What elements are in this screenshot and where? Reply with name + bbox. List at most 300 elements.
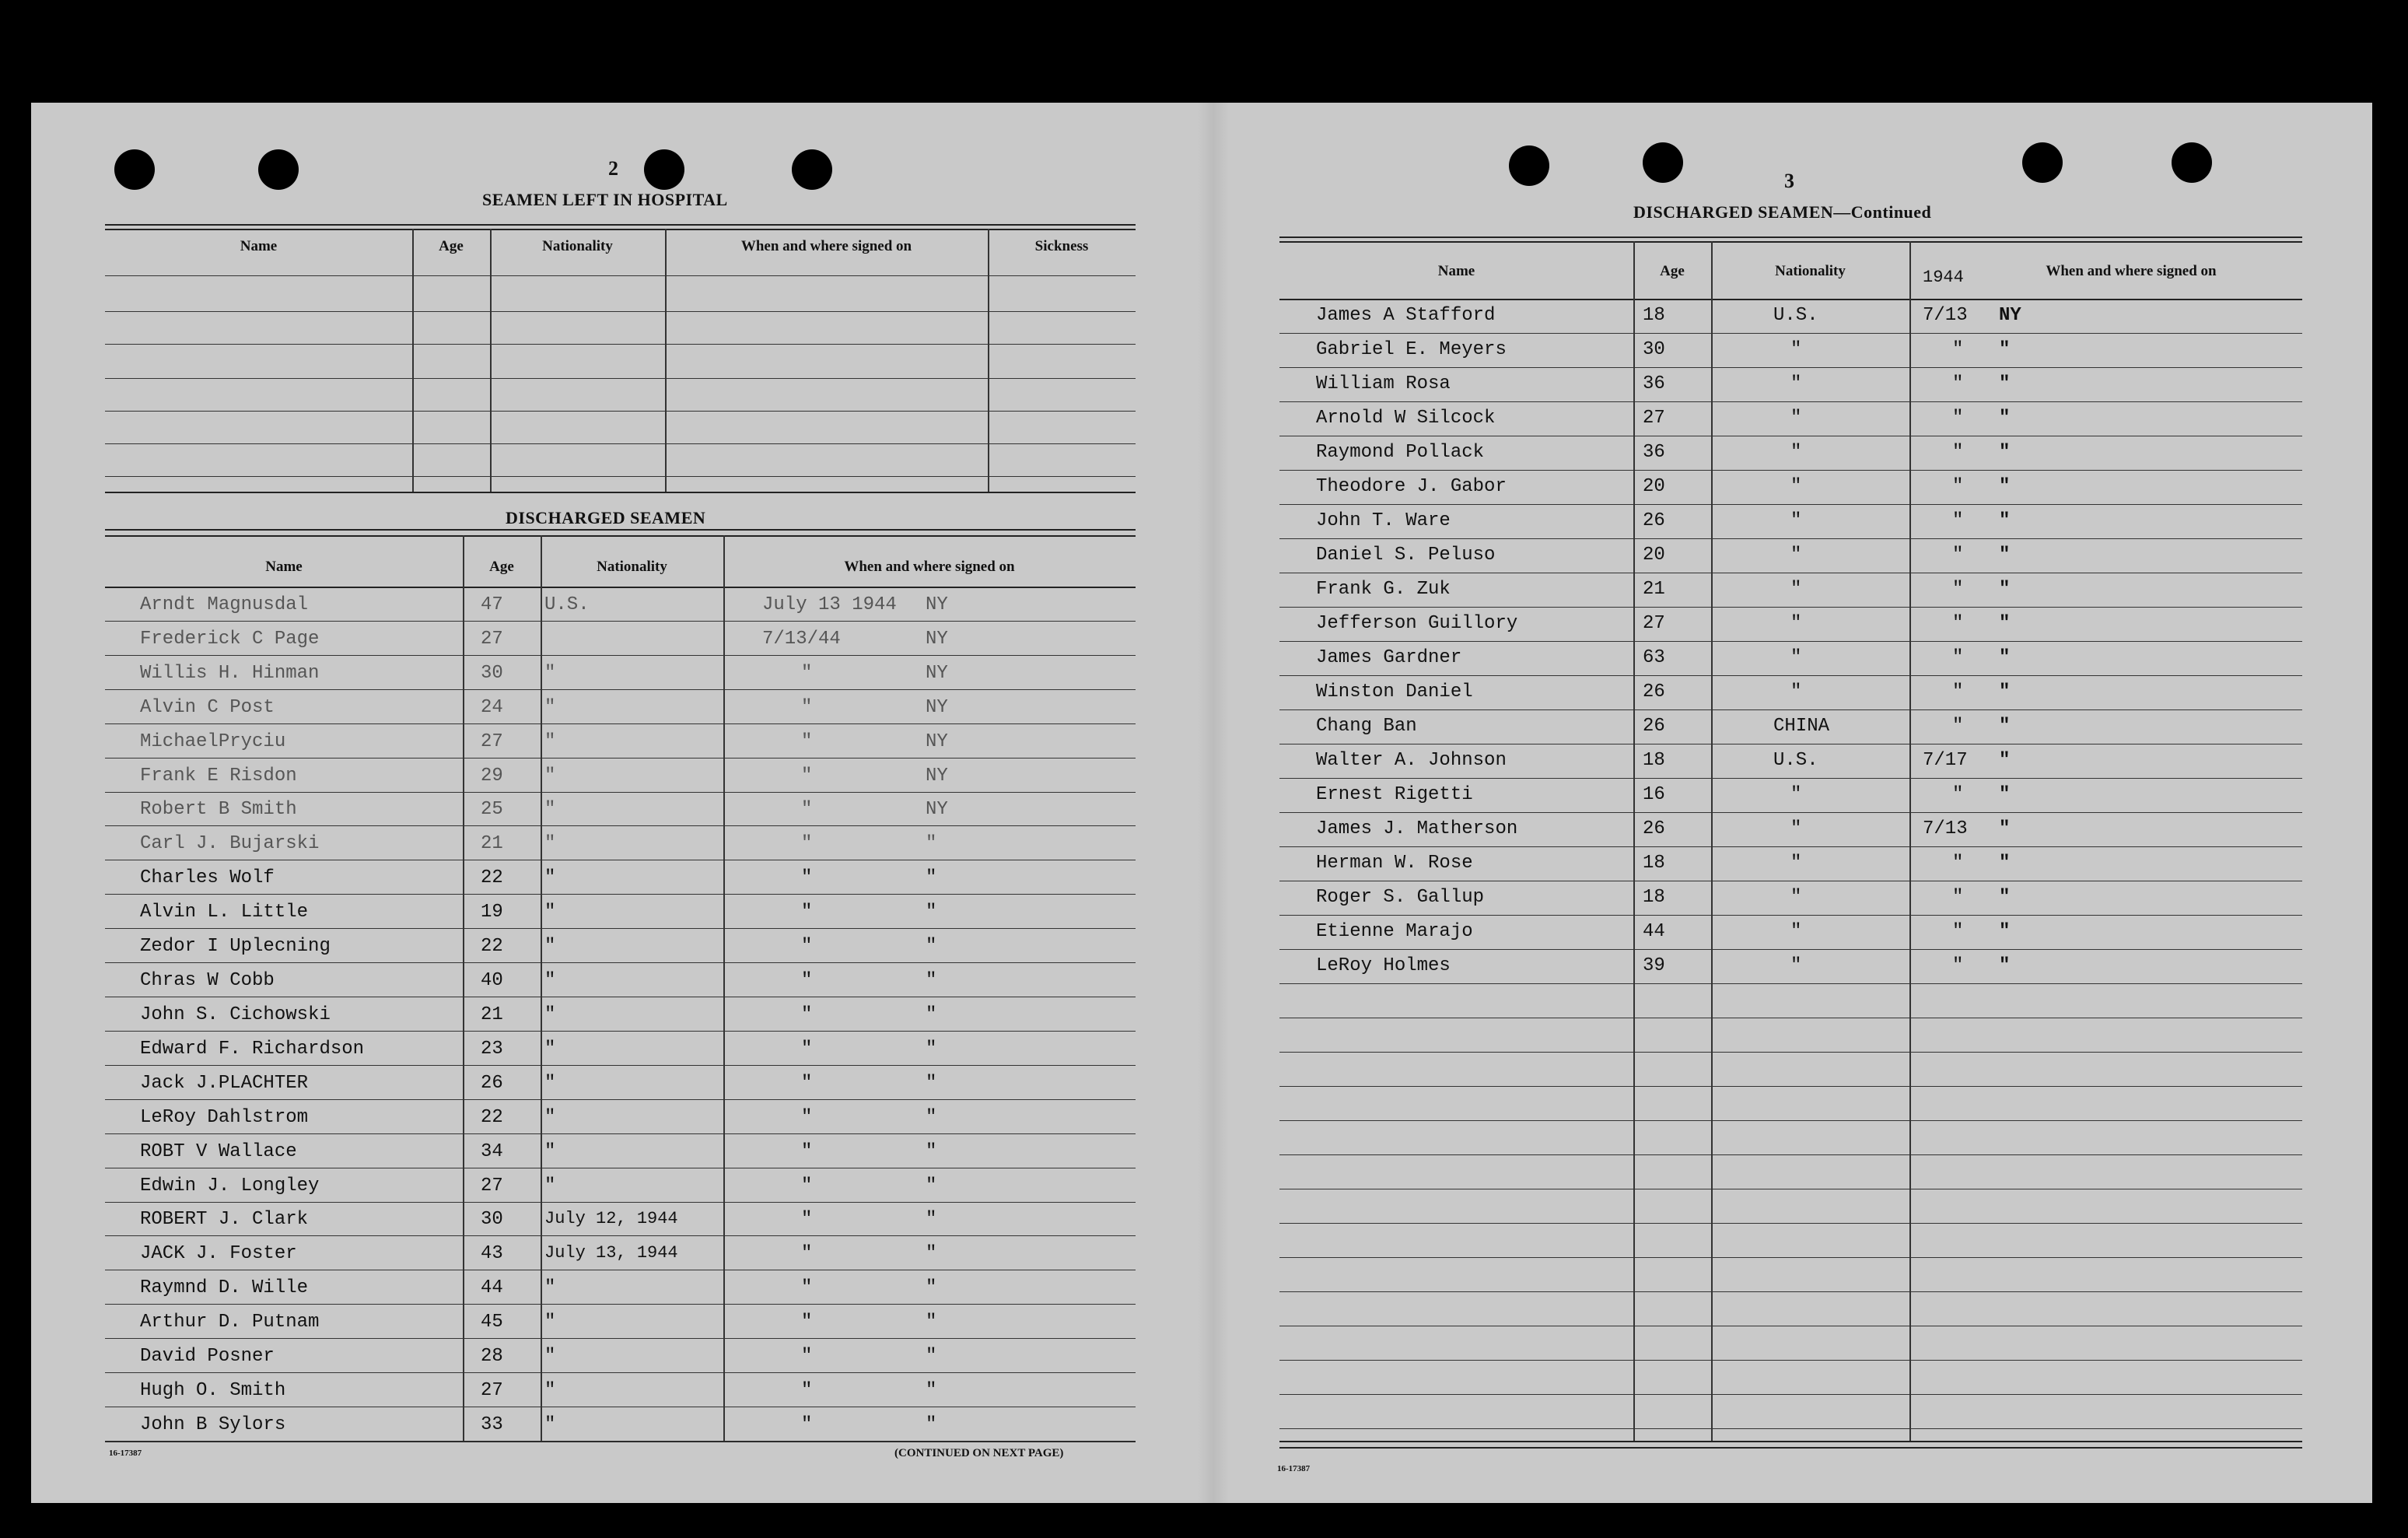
row-rule [1279, 778, 2302, 779]
crew-nationality: " [544, 1414, 556, 1435]
crew-nationality: " [544, 902, 556, 923]
crew-name: Robert B Smith [140, 799, 297, 821]
row-rule [1279, 675, 2302, 676]
crew-name: LeRoy Holmes [1316, 955, 1451, 976]
crew-name: Arthur D. Putnam [140, 1312, 320, 1333]
crew-nationality: " [1790, 647, 1802, 668]
crew-nationality: " [544, 833, 556, 855]
crew-name: Willis H. Hinman [140, 662, 320, 684]
punch-hole [258, 149, 299, 190]
crew-name: Edward F. Richardson [140, 1038, 365, 1060]
crew-nationality: " [544, 1038, 556, 1060]
column-header: Nationality [1775, 263, 1846, 279]
year-note: 1944 [1923, 268, 1964, 287]
crew-name: Arndt Magnusdal [140, 594, 309, 615]
row-rule [105, 621, 1136, 622]
column-header: Nationality [597, 559, 667, 575]
crew-name: Raymnd D. Wille [140, 1277, 309, 1299]
signed-on-date: " [801, 1346, 813, 1368]
crew-age: 24 [481, 696, 503, 718]
signed-on-date: " [1952, 647, 1964, 668]
crew-nationality: " [1790, 853, 1802, 874]
crew-name: Frank G. Zuk [1316, 579, 1451, 600]
crew-nationality: U.S. [1773, 750, 1818, 771]
crew-name: Carl J. Bujarski [140, 833, 320, 855]
crew-nationality: CHINA [1773, 716, 1830, 737]
row-rule [105, 443, 1136, 444]
row-rule [105, 1099, 1136, 1100]
crew-age: 23 [481, 1038, 503, 1060]
signed-on-place: " [926, 1038, 937, 1060]
signed-on-date: " [801, 1038, 813, 1060]
row-rule [105, 311, 1136, 312]
signed-on-date: " [1952, 853, 1964, 874]
table-rule [1279, 1447, 2302, 1449]
signed-on-place: " [1999, 647, 2011, 668]
signed-on-place: NY [926, 799, 948, 821]
signed-on-date: " [1952, 681, 1964, 702]
crew-age: 28 [481, 1346, 503, 1368]
signed-on-place: " [926, 1004, 937, 1025]
signed-on-date: " [801, 1106, 813, 1128]
row-rule [105, 723, 1136, 724]
crew-nationality: U.S. [1773, 305, 1818, 326]
table-rule [1279, 241, 2302, 243]
row-rule [1279, 333, 2302, 334]
signed-on-date: 7/13 [1923, 818, 1968, 839]
signed-on-place: NY [926, 765, 948, 787]
signed-on-date: " [801, 730, 813, 752]
crew-name: Frederick C Page [140, 628, 320, 650]
crew-nationality: " [1790, 921, 1802, 942]
crew-age: 26 [1643, 681, 1665, 702]
crew-age: 18 [1643, 750, 1665, 771]
signed-on-place: " [1999, 887, 2011, 908]
column-header: Name [265, 559, 303, 575]
crew-nationality: July 13, 1944 [544, 1243, 678, 1263]
signed-on-date: 7/17 [1923, 750, 1968, 771]
crew-age: 40 [481, 970, 503, 992]
row-rule [105, 1065, 1136, 1066]
crew-age: 34 [481, 1140, 503, 1162]
crew-nationality: July 12, 1944 [544, 1209, 678, 1229]
signed-on-date: " [801, 1277, 813, 1299]
crew-name: JACK J. Foster [140, 1243, 297, 1265]
signed-on-date: " [801, 970, 813, 992]
signed-on-place: " [926, 1243, 937, 1265]
crew-nationality: " [544, 1106, 556, 1128]
signed-on-date: " [801, 1004, 813, 1025]
row-rule [1279, 846, 2302, 847]
row-rule [1279, 470, 2302, 471]
crew-nationality: " [544, 662, 556, 684]
crew-nationality: " [1790, 613, 1802, 634]
crew-nationality: " [1790, 818, 1802, 839]
punch-hole [1509, 145, 1549, 186]
signed-on-place: " [926, 1072, 937, 1094]
row-rule [1279, 1291, 2302, 1292]
crew-name: John S. Cichowski [140, 1004, 331, 1025]
crew-name: Alvin C Post [140, 696, 275, 718]
signed-on-place: " [1999, 476, 2011, 497]
row-rule [105, 1133, 1136, 1134]
row-rule [1279, 1428, 2302, 1429]
row-rule [105, 655, 1136, 656]
crew-age: 36 [1643, 442, 1665, 463]
crew-nationality: " [544, 730, 556, 752]
crew-age: 44 [481, 1277, 503, 1299]
column-divider [723, 535, 725, 1441]
table-rule [1279, 1441, 2302, 1442]
crew-name: ROBT V Wallace [140, 1140, 297, 1162]
crew-nationality: " [1790, 339, 1802, 360]
signed-on-date: " [801, 1312, 813, 1333]
crew-age: 26 [1643, 818, 1665, 839]
signed-on-date: " [1952, 887, 1964, 908]
signed-on-place: " [1999, 750, 2011, 771]
crew-nationality: " [1790, 373, 1802, 394]
crew-age: 43 [481, 1243, 503, 1265]
crew-name: Gabriel E. Meyers [1316, 339, 1507, 360]
signed-on-date: July 13 1944 [762, 594, 897, 615]
form-number: 16-17387 [1277, 1464, 1311, 1473]
signed-on-date: " [801, 1414, 813, 1435]
punch-hole [644, 149, 684, 190]
row-rule [105, 476, 1136, 477]
crew-age: 26 [1643, 716, 1665, 737]
crew-age: 20 [1643, 476, 1665, 497]
column-divider [541, 535, 542, 1441]
column-header: Age [489, 559, 514, 575]
crew-nationality: " [1790, 784, 1802, 805]
row-rule [105, 1202, 1136, 1203]
signed-on-date: 7/13/44 [762, 628, 841, 650]
row-rule [1279, 1360, 2302, 1361]
crew-name: David Posner [140, 1346, 275, 1368]
punch-hole [114, 149, 155, 190]
crew-age: 18 [1643, 853, 1665, 874]
signed-on-date: " [801, 1209, 813, 1231]
crew-name: Etienne Marajo [1316, 921, 1473, 942]
crew-age: 21 [481, 1004, 503, 1025]
signed-on-place: " [1999, 613, 2011, 634]
column-divider [463, 535, 464, 1441]
crew-name: James A Stafford [1316, 305, 1496, 326]
crew-name: John B Sylors [140, 1414, 286, 1435]
row-rule [105, 1441, 1136, 1442]
crew-name: Winston Daniel [1316, 681, 1473, 702]
table-rule [1279, 299, 2302, 300]
signed-on-place: " [1999, 681, 2011, 702]
row-rule [105, 378, 1136, 379]
signed-on-place: " [926, 1414, 937, 1435]
column-header: Name [240, 238, 278, 254]
crew-name: Raymond Pollack [1316, 442, 1485, 463]
table-rule [105, 224, 1136, 226]
row-rule [1279, 641, 2302, 642]
column-divider [1711, 241, 1713, 1441]
crew-name: Chras W Cobb [140, 970, 275, 992]
crew-name: Jefferson Guillory [1316, 613, 1518, 634]
signed-on-date: " [1952, 579, 1964, 600]
crew-age: 29 [481, 765, 503, 787]
crew-age: 18 [1643, 887, 1665, 908]
crew-age: 63 [1643, 647, 1665, 668]
punch-hole [2022, 142, 2063, 183]
signed-on-date: " [1952, 545, 1964, 566]
signed-on-date: " [801, 936, 813, 958]
signed-on-place: " [926, 1140, 937, 1162]
signed-on-place: " [926, 1346, 937, 1368]
crew-nationality: " [1790, 476, 1802, 497]
crew-age: 39 [1643, 955, 1665, 976]
row-rule [105, 411, 1136, 412]
signed-on-place: NY [1999, 305, 2021, 326]
signed-on-date: " [801, 662, 813, 684]
signed-on-place: " [1999, 545, 2011, 566]
column-divider [490, 229, 492, 492]
signed-on-place: " [926, 1312, 937, 1333]
signed-on-date: " [1952, 373, 1964, 394]
row-rule [105, 689, 1136, 690]
row-rule [1279, 1086, 2302, 1087]
row-rule [1279, 401, 2302, 402]
crew-age: 21 [1643, 579, 1665, 600]
row-rule [1279, 504, 2302, 505]
row-rule [1279, 1223, 2302, 1224]
crew-nationality: " [544, 1072, 556, 1094]
crew-age: 19 [481, 902, 503, 923]
column-header: Sickness [1034, 238, 1089, 254]
row-rule [1279, 709, 2302, 710]
column-header: Nationality [542, 238, 613, 254]
signed-on-place: " [1999, 579, 2011, 600]
column-header: Name [1437, 263, 1475, 279]
crew-nationality: " [1790, 408, 1802, 429]
crew-age: 45 [481, 1312, 503, 1333]
row-rule [1279, 607, 2302, 608]
row-rule [105, 792, 1136, 793]
row-rule [105, 825, 1136, 826]
signed-on-place: " [1999, 955, 2011, 976]
crew-name: James Gardner [1316, 647, 1462, 668]
row-rule [1279, 1120, 2302, 1121]
column-header: Age [1660, 263, 1685, 279]
crew-name: Daniel S. Peluso [1316, 545, 1496, 566]
signed-on-date: " [801, 867, 813, 889]
crew-age: 27 [1643, 408, 1665, 429]
signed-on-date: " [1952, 613, 1964, 634]
crew-nationality: " [544, 867, 556, 889]
row-rule [1279, 983, 2302, 984]
signed-on-place: " [1999, 716, 2011, 737]
crew-name: John T. Ware [1316, 510, 1451, 531]
signed-on-place: " [926, 936, 937, 958]
crew-age: 36 [1643, 373, 1665, 394]
signed-on-place: " [1999, 442, 2011, 463]
signed-on-place: " [1999, 373, 2011, 394]
crew-name: Arnold W Silcock [1316, 408, 1496, 429]
crew-age: 30 [481, 662, 503, 684]
table-rule [105, 229, 1136, 230]
signed-on-place: " [1999, 818, 2011, 839]
row-rule [105, 344, 1136, 345]
crew-nationality: " [544, 696, 556, 718]
crew-age: 18 [1643, 305, 1665, 326]
column-divider [665, 229, 667, 492]
crew-name: William Rosa [1316, 373, 1451, 394]
crew-age: 47 [481, 594, 503, 615]
signed-on-date: " [801, 1243, 813, 1265]
page-number: 2 [608, 157, 618, 180]
column-divider [1633, 241, 1635, 1441]
crew-nationality: " [1790, 545, 1802, 566]
crew-nationality: " [544, 1175, 556, 1196]
crew-name: Alvin L. Little [140, 902, 309, 923]
crew-age: 30 [481, 1209, 503, 1231]
column-header: Age [439, 238, 464, 254]
signed-on-place: NY [926, 594, 948, 615]
signed-on-date: " [801, 1072, 813, 1094]
signed-on-place: " [926, 1209, 937, 1231]
crew-nationality: " [1790, 442, 1802, 463]
crew-nationality: " [544, 765, 556, 787]
page-number: 3 [1784, 170, 1794, 192]
crew-name: Theodore J. Gabor [1316, 476, 1507, 497]
signed-on-date: " [1952, 408, 1964, 429]
signed-on-place: NY [926, 662, 948, 684]
crew-nationality: U.S. [544, 594, 590, 615]
crew-nationality: " [1790, 887, 1802, 908]
crew-name: James J. Matherson [1316, 818, 1518, 839]
crew-nationality: " [544, 799, 556, 821]
row-rule [105, 894, 1136, 895]
signed-on-date: " [801, 833, 813, 855]
crew-name: Jack J.PLACHTER [140, 1072, 309, 1094]
signed-on-place: " [926, 1106, 937, 1128]
column-divider [412, 229, 414, 492]
row-rule [1279, 949, 2302, 950]
crew-name: Chang Ban [1316, 716, 1417, 737]
crew-age: 27 [481, 628, 503, 650]
crew-age: 27 [1643, 613, 1665, 634]
signed-on-date: " [1952, 955, 1964, 976]
signed-on-date: " [1952, 510, 1964, 531]
crew-age: 27 [481, 730, 503, 752]
crew-age: 22 [481, 867, 503, 889]
crew-nationality: " [1790, 681, 1802, 702]
row-rule [105, 928, 1136, 929]
continued-section-title: DISCHARGED SEAMEN—Continued [1633, 202, 1932, 222]
table-rule [105, 535, 1136, 537]
crew-name: Frank E Risdon [140, 765, 297, 787]
signed-on-date: " [1952, 476, 1964, 497]
crew-name: Ernest Rigetti [1316, 784, 1473, 805]
row-rule [1279, 538, 2302, 539]
table-rule [1279, 236, 2302, 238]
row-rule [105, 1304, 1136, 1305]
crew-nationality: " [544, 1312, 556, 1333]
signed-on-place: " [1999, 510, 2011, 531]
signed-on-date: " [801, 1140, 813, 1162]
signed-on-place: " [1999, 408, 2011, 429]
row-rule [105, 1235, 1136, 1236]
crew-name: MichaelPryciu [140, 730, 286, 752]
form-number: 16-17387 [109, 1449, 142, 1458]
table-rule [105, 492, 1136, 493]
signed-on-date: " [801, 765, 813, 787]
crew-name: Charles Wolf [140, 867, 275, 889]
crew-name: Walter A. Johnson [1316, 750, 1507, 771]
signed-on-place: " [926, 1380, 937, 1402]
crew-age: 16 [1643, 784, 1665, 805]
signed-on-date: " [801, 799, 813, 821]
signed-on-place: " [1999, 921, 2011, 942]
crew-age: 26 [1643, 510, 1665, 531]
crew-age: 27 [481, 1380, 503, 1402]
row-rule [1279, 812, 2302, 813]
document-sheet [31, 103, 2372, 1503]
column-divider [988, 229, 989, 492]
crew-age: 30 [1643, 339, 1665, 360]
row-rule [1279, 915, 2302, 916]
crew-nationality: " [544, 1277, 556, 1299]
punch-hole [792, 149, 832, 190]
row-rule [1279, 1394, 2302, 1395]
signed-on-place: " [926, 867, 937, 889]
table-rule [105, 529, 1136, 531]
crew-nationality: " [1790, 510, 1802, 531]
column-header: When and where signed on [844, 559, 1015, 575]
row-rule [1279, 1257, 2302, 1258]
row-rule [105, 962, 1136, 963]
signed-on-date: " [1952, 784, 1964, 805]
crew-name: ROBERT J. Clark [140, 1209, 309, 1231]
signed-on-place: " [926, 1175, 937, 1196]
crew-nationality: " [544, 1346, 556, 1368]
crew-age: 44 [1643, 921, 1665, 942]
signed-on-place: NY [926, 628, 948, 650]
crew-age: 22 [481, 1106, 503, 1128]
row-rule [105, 1338, 1136, 1339]
crew-name: Hugh O. Smith [140, 1380, 286, 1402]
signed-on-place: NY [926, 730, 948, 752]
table-rule [105, 587, 1136, 588]
column-header: When and where signed on [2046, 263, 2217, 279]
signed-on-place: " [1999, 853, 2011, 874]
page-fold [1198, 103, 1229, 1503]
crew-nationality: " [1790, 579, 1802, 600]
row-rule [1279, 367, 2302, 368]
crew-age: 33 [481, 1414, 503, 1435]
crew-nationality: " [1790, 955, 1802, 976]
signed-on-date: " [801, 1380, 813, 1402]
crew-age: 26 [481, 1072, 503, 1094]
punch-hole [2172, 142, 2212, 183]
signed-on-place: " [1999, 339, 2011, 360]
signed-on-date: " [801, 696, 813, 718]
crew-age: 20 [1643, 545, 1665, 566]
crew-name: Edwin J. Longley [140, 1175, 320, 1196]
signed-on-date: 7/13 [1923, 305, 1968, 326]
crew-nationality: " [544, 970, 556, 992]
hospital-section-title: SEAMEN LEFT IN HOSPITAL [482, 190, 728, 209]
crew-nationality: " [544, 936, 556, 958]
signed-on-place: " [1999, 784, 2011, 805]
crew-nationality: " [544, 1380, 556, 1402]
signed-on-date: " [1952, 339, 1964, 360]
continued-note: (CONTINUED ON NEXT PAGE) [894, 1447, 1064, 1459]
